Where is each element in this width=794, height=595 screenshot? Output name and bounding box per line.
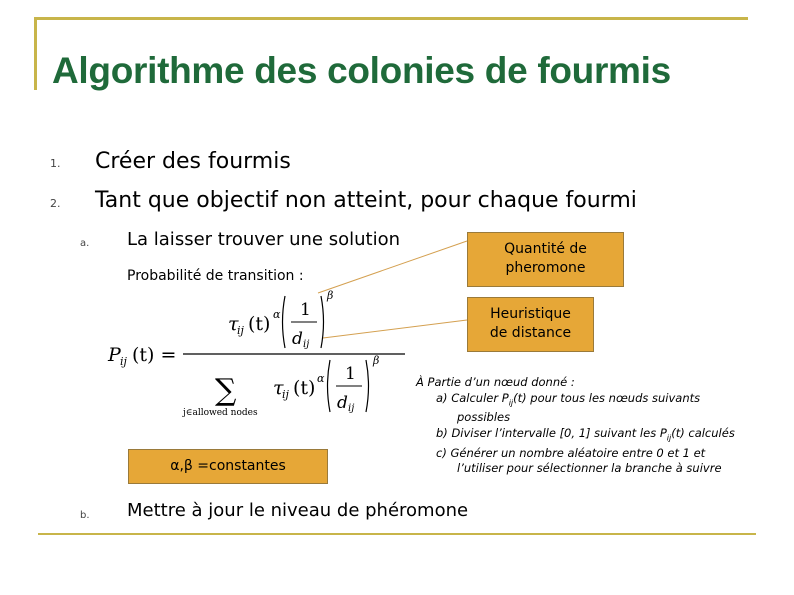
step-1-text: Créer des fourmis: [95, 149, 291, 174]
substep-b-number: b.: [80, 510, 90, 521]
substep-b-text: Mettre à jour le niveau de phéromone: [127, 500, 469, 521]
note-item-c-text: Générer un nombre aléatoire entre 0 et 1 et: [450, 445, 706, 460]
note-intro: À Partie d’un nœud donné :: [416, 375, 575, 389]
heuristic-box-line2: de distance: [489, 325, 572, 341]
num-one: 1: [300, 300, 311, 320]
num-d-sub: ij: [303, 339, 310, 350]
num-tau-arg: (t): [248, 313, 271, 335]
note-item-a-cont: possibles: [457, 410, 511, 425]
den-sum: ∑: [215, 373, 237, 408]
slide-title: Algorithme des colonies de fourmis: [52, 50, 671, 91]
den-alpha: α: [317, 372, 325, 385]
pheromone-box-line1: Quantité de: [504, 241, 587, 257]
heuristic-box-line1: Heuristique: [490, 306, 571, 322]
transition-probability-label: Probabilité de transition :: [127, 268, 304, 284]
den-paren-right: [366, 360, 369, 412]
num-d: d: [292, 329, 303, 349]
note-item-b-text: Diviser l’intervalle [0, 1] suivant les P: [451, 425, 667, 440]
num-paren-right: [321, 296, 324, 348]
heuristic-box: [467, 297, 594, 352]
step-2-number: 2.: [50, 197, 61, 210]
formula-p-arg: (t) =: [132, 344, 177, 366]
step-1-number: 1.: [50, 157, 61, 170]
den-d: d: [337, 393, 348, 413]
note-item-b-sub: ij: [666, 433, 672, 443]
den-beta: β: [373, 354, 380, 367]
formula-p: P: [108, 344, 121, 366]
note-item-b-label: b): [436, 425, 448, 440]
num-alpha: α: [273, 308, 281, 321]
algorithm-note: [416, 375, 735, 477]
num-beta: β: [327, 289, 334, 302]
note-item-c: [416, 446, 735, 462]
den-one: 1: [345, 364, 356, 384]
note-item-b-rest: (t) calculés: [671, 425, 735, 440]
substep-a-number: a.: [80, 238, 90, 249]
den-tau-arg: (t): [293, 377, 316, 399]
note-item-a-label: a): [436, 390, 448, 405]
note-item-a: [416, 391, 735, 411]
num-tau: τ: [228, 313, 239, 335]
note-item-c-cont: l’utiliser pour sélectionner la branche à suivre: [457, 461, 722, 476]
note-item-a-rest: (t) pour tous les nœuds suivants: [513, 390, 701, 405]
den-tau-sub: ij: [282, 388, 289, 401]
transition-probability-formula: [105, 282, 405, 422]
pheromone-box-line2: pheromone: [505, 260, 586, 276]
den-paren-left: [328, 360, 331, 412]
note-item-a-text: Calculer P: [451, 390, 509, 405]
num-paren-left: [283, 296, 286, 348]
note-item-a-sub: ij: [508, 397, 514, 407]
pheromone-box: [467, 232, 624, 287]
substep-a-text: La laisser trouver une solution: [127, 229, 400, 250]
den-sum-sub: j∈allowed nodes: [183, 408, 258, 418]
constants-box: α,β =constantes: [128, 449, 328, 484]
note-item-c-label: c): [436, 445, 447, 460]
num-tau-sub: ij: [237, 324, 244, 337]
note-item-b: [416, 426, 735, 446]
den-d-sub: ij: [348, 403, 355, 414]
den-tau: τ: [273, 377, 284, 399]
step-2-text: Tant que objectif non atteint, pour chaque fourmi: [95, 188, 637, 213]
formula-p-sub: ij: [120, 355, 127, 368]
